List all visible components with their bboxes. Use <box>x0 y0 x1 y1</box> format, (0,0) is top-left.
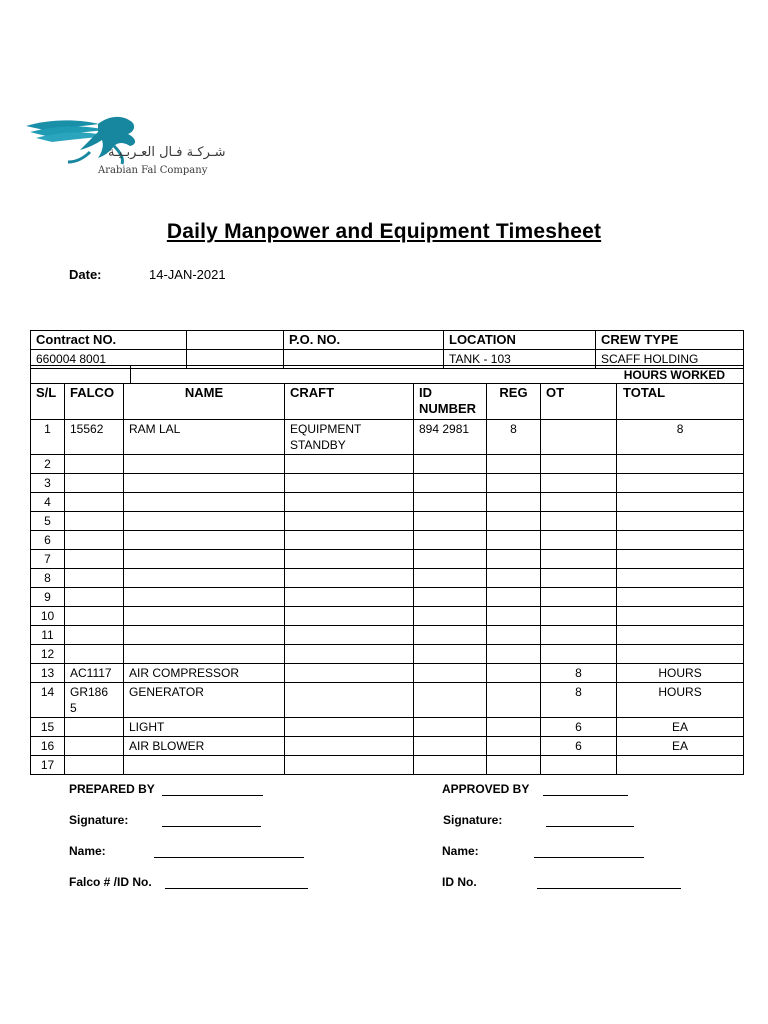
row-total-cell <box>617 607 744 626</box>
row-total-cell <box>617 455 744 474</box>
table-row <box>31 683 744 718</box>
prepared-signature-label: Signature: <box>69 813 129 827</box>
contract-value: 660004 8001 <box>31 350 187 369</box>
row-id-number-cell <box>414 626 487 645</box>
row-name-cell <box>124 493 285 512</box>
row-reg-cell <box>487 718 541 737</box>
table-row <box>31 474 744 493</box>
table-row <box>31 420 744 455</box>
row-ot-cell <box>541 493 617 512</box>
row-falco-cell <box>65 718 124 737</box>
row-ot-cell <box>541 420 617 455</box>
row-reg-cell <box>487 569 541 588</box>
crew-type-value: SCAFF HOLDING <box>596 350 744 369</box>
row-reg-cell <box>487 607 541 626</box>
row-reg-cell <box>487 626 541 645</box>
col-header-ot: OT <box>541 384 617 420</box>
col-header-name: NAME <box>124 384 285 420</box>
date-value: 14-JAN-2021 <box>149 267 226 282</box>
row-craft-cell: EQUIPMENT STANDBY <box>285 420 414 455</box>
row-sl-cell: 7 <box>31 550 65 569</box>
table-row <box>31 493 744 512</box>
row-total-cell: EA <box>617 737 744 756</box>
row-name-cell <box>124 756 285 775</box>
row-sl-cell: 1 <box>31 420 65 455</box>
table-row <box>31 756 744 775</box>
row-craft-cell <box>285 474 414 493</box>
row-total-cell <box>617 756 744 775</box>
row-ot-cell: 8 <box>541 683 617 718</box>
row-sl-cell: 5 <box>31 512 65 531</box>
row-id-number-cell <box>414 512 487 531</box>
col-header-total: TOTAL <box>617 384 744 420</box>
row-craft-cell <box>285 645 414 664</box>
row-total-cell: HOURS <box>617 683 744 718</box>
row-sl-cell: 8 <box>31 569 65 588</box>
row-id-number-cell <box>414 588 487 607</box>
row-reg-cell <box>487 455 541 474</box>
row-craft-cell <box>285 569 414 588</box>
row-sl-cell: 17 <box>31 756 65 775</box>
row-ot-cell <box>541 550 617 569</box>
table-row <box>31 455 744 474</box>
company-name-arabic: شـركـة فـال العـربـيـة <box>108 145 226 160</box>
row-falco-cell <box>65 531 124 550</box>
table-row <box>31 607 744 626</box>
company-logo <box>24 112 226 202</box>
row-craft-cell <box>285 550 414 569</box>
row-ot-cell: 6 <box>541 718 617 737</box>
row-name-cell <box>124 569 285 588</box>
row-falco-cell <box>65 474 124 493</box>
col-header-craft: CRAFT <box>285 384 414 420</box>
row-falco-cell: GR186 5 <box>65 683 124 718</box>
location-value: TANK - 103 <box>444 350 596 369</box>
row-ot-cell <box>541 569 617 588</box>
row-reg-cell <box>487 531 541 550</box>
prepared-name-label: Name: <box>69 844 106 858</box>
row-craft-cell <box>285 737 414 756</box>
row-ot-cell <box>541 588 617 607</box>
table-row <box>31 512 744 531</box>
row-falco-cell: 15562 <box>65 420 124 455</box>
location-label: LOCATION <box>444 331 596 350</box>
company-name-english: Arabian Fal Company <box>98 165 208 176</box>
row-reg-cell <box>487 474 541 493</box>
row-name-cell: LIGHT <box>124 718 285 737</box>
row-reg-cell <box>487 683 541 718</box>
row-total-cell <box>617 512 744 531</box>
row-ot-cell <box>541 645 617 664</box>
row-sl-cell: 14 <box>31 683 65 718</box>
row-id-number-cell <box>414 737 487 756</box>
table-row <box>31 588 744 607</box>
row-total-cell <box>617 550 744 569</box>
table-row <box>31 531 744 550</box>
po-label: P.O. NO. <box>284 331 444 350</box>
approved-name-line <box>534 857 644 858</box>
row-craft-cell <box>285 493 414 512</box>
col-header-id-number: ID NUMBER <box>414 384 487 420</box>
falco-id-line <box>165 888 308 889</box>
row-reg-cell: 8 <box>487 420 541 455</box>
contract-label: Contract NO. <box>31 331 187 350</box>
row-craft-cell <box>285 455 414 474</box>
row-name-cell: GENERATOR <box>124 683 285 718</box>
row-name-cell <box>124 474 285 493</box>
table-row <box>31 737 744 756</box>
row-reg-cell <box>487 550 541 569</box>
row-falco-cell <box>65 569 124 588</box>
table-row <box>31 664 744 683</box>
row-sl-cell: 13 <box>31 664 65 683</box>
row-falco-cell <box>65 756 124 775</box>
approved-signature-line <box>546 826 634 827</box>
row-craft-cell <box>285 626 414 645</box>
row-name-cell: AIR BLOWER <box>124 737 285 756</box>
approved-by-label: APPROVED BY <box>442 782 530 796</box>
id-no-line <box>537 888 681 889</box>
row-id-number-cell <box>414 531 487 550</box>
row-name-cell <box>124 645 285 664</box>
row-sl-cell: 9 <box>31 588 65 607</box>
row-falco-cell <box>65 588 124 607</box>
row-reg-cell <box>487 588 541 607</box>
row-sl-cell: 2 <box>31 455 65 474</box>
col-header-falco: FALCO <box>65 384 124 420</box>
row-sl-cell: 15 <box>31 718 65 737</box>
row-total-cell <box>617 531 744 550</box>
row-total-cell: HOURS <box>617 664 744 683</box>
row-id-number-cell <box>414 718 487 737</box>
row-falco-cell <box>65 645 124 664</box>
prepared-by-label: PREPARED BY <box>69 782 155 796</box>
row-ot-cell <box>541 531 617 550</box>
prepared-by-line <box>162 795 263 796</box>
row-craft-cell <box>285 512 414 531</box>
row-sl-cell: 16 <box>31 737 65 756</box>
timesheet-table <box>30 365 744 775</box>
row-ot-cell <box>541 474 617 493</box>
row-ot-cell <box>541 607 617 626</box>
row-falco-cell <box>65 455 124 474</box>
crew-type-label: CREW TYPE <box>596 331 744 350</box>
row-craft-cell <box>285 718 414 737</box>
page-title: Daily Manpower and Equipment Timesheet <box>166 220 602 243</box>
row-name-cell <box>124 626 285 645</box>
row-name-cell <box>124 531 285 550</box>
row-id-number-cell <box>414 455 487 474</box>
row-id-number-cell <box>414 493 487 512</box>
row-total-cell: EA <box>617 718 744 737</box>
row-id-number-cell <box>414 756 487 775</box>
row-sl-cell: 10 <box>31 607 65 626</box>
row-ot-cell <box>541 626 617 645</box>
row-id-number-cell <box>414 645 487 664</box>
row-total-cell <box>617 588 744 607</box>
contract-empty-cell <box>187 331 284 350</box>
row-falco-cell <box>65 512 124 531</box>
row-ot-cell <box>541 512 617 531</box>
row-reg-cell <box>487 493 541 512</box>
row-ot-cell <box>541 455 617 474</box>
contract-header-table <box>30 330 744 369</box>
date-label: Date: <box>69 267 102 282</box>
col-header-sl: S/L <box>31 384 65 420</box>
row-craft-cell <box>285 607 414 626</box>
row-falco-cell <box>65 550 124 569</box>
row-reg-cell <box>487 664 541 683</box>
row-id-number-cell <box>414 607 487 626</box>
row-name-cell <box>124 550 285 569</box>
row-total-cell <box>617 569 744 588</box>
col-header-reg: REG <box>487 384 541 420</box>
row-falco-cell <box>65 607 124 626</box>
row-falco-cell: AC1117 <box>65 664 124 683</box>
row-craft-cell <box>285 588 414 607</box>
row-id-number-cell: 894 2981 <box>414 420 487 455</box>
row-total-cell: 8 <box>617 420 744 455</box>
hours-worked-label: HOURS WORKED <box>623 368 726 382</box>
table-row <box>31 550 744 569</box>
approved-signature-label: Signature: <box>443 813 503 827</box>
row-sl-cell: 6 <box>31 531 65 550</box>
row-reg-cell <box>487 737 541 756</box>
row-sl-cell: 11 <box>31 626 65 645</box>
row-craft-cell <box>285 531 414 550</box>
row-falco-cell <box>65 493 124 512</box>
row-name-cell <box>124 455 285 474</box>
prepared-signature-line <box>162 826 261 827</box>
row-reg-cell <box>487 512 541 531</box>
row-name-cell <box>124 607 285 626</box>
row-id-number-cell <box>414 664 487 683</box>
table-row <box>31 645 744 664</box>
row-sl-cell: 12 <box>31 645 65 664</box>
row-sl-cell: 3 <box>31 474 65 493</box>
row-falco-cell <box>65 626 124 645</box>
row-name-cell <box>124 512 285 531</box>
row-id-number-cell <box>414 569 487 588</box>
row-reg-cell <box>487 756 541 775</box>
hours-worked-row <box>31 366 744 384</box>
falco-id-label: Falco # /ID No. <box>69 875 152 889</box>
approved-name-label: Name: <box>442 844 479 858</box>
prepared-name-line <box>154 857 304 858</box>
table-row <box>31 626 744 645</box>
row-craft-cell <box>285 664 414 683</box>
approved-by-line <box>543 795 628 796</box>
row-name-cell <box>124 588 285 607</box>
row-name-cell: RAM LAL <box>124 420 285 455</box>
row-sl-cell: 4 <box>31 493 65 512</box>
row-id-number-cell <box>414 550 487 569</box>
table-row <box>31 569 744 588</box>
row-total-cell <box>617 493 744 512</box>
row-craft-cell <box>285 683 414 718</box>
row-reg-cell <box>487 645 541 664</box>
table-row <box>31 718 744 737</box>
row-id-number-cell <box>414 683 487 718</box>
row-ot-cell: 6 <box>541 737 617 756</box>
row-total-cell <box>617 626 744 645</box>
row-total-cell <box>617 645 744 664</box>
row-id-number-cell <box>414 474 487 493</box>
row-name-cell: AIR COMPRESSOR <box>124 664 285 683</box>
row-falco-cell <box>65 737 124 756</box>
row-craft-cell <box>285 756 414 775</box>
row-total-cell <box>617 474 744 493</box>
row-ot-cell <box>541 756 617 775</box>
row-ot-cell: 8 <box>541 664 617 683</box>
id-no-label: ID No. <box>442 875 477 889</box>
